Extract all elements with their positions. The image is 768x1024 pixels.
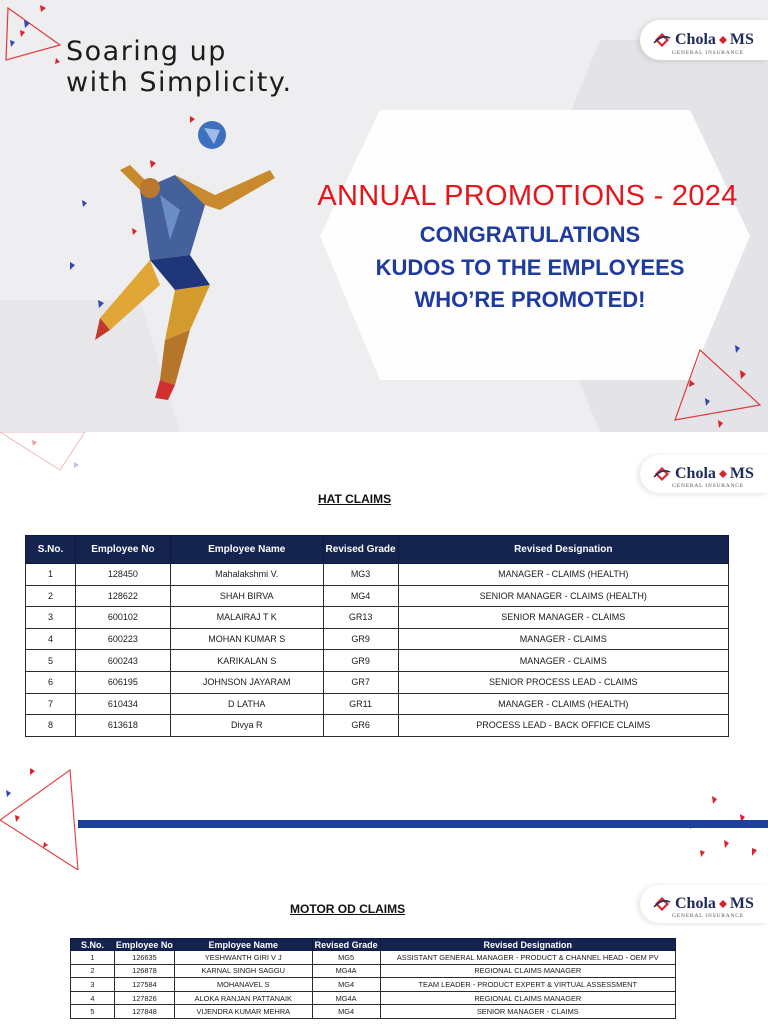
table-cell: GR13 xyxy=(323,607,398,629)
table-cell: MG4 xyxy=(312,978,380,992)
table-cell: 4 xyxy=(26,628,76,650)
motor-od-claims-title: MOTOR OD CLAIMS xyxy=(290,902,406,916)
table-cell: 610434 xyxy=(75,693,170,715)
column-header: Revised Designation xyxy=(398,536,728,564)
table-row xyxy=(71,964,676,978)
table-cell: 613618 xyxy=(75,715,170,737)
table-cell: D LATHA xyxy=(170,693,323,715)
table-cell: SENIOR MANAGER - CLAIMS xyxy=(380,1005,675,1019)
table-cell: MG4 xyxy=(323,585,398,607)
column-header: Revised Grade xyxy=(323,536,398,564)
table-cell: MANAGER - CLAIMS (HEALTH) xyxy=(398,693,728,715)
column-header: S.No. xyxy=(26,536,76,564)
table-cell: MANAGER - CLAIMS (HEALTH) xyxy=(398,564,728,586)
table-cell: GR6 xyxy=(323,715,398,737)
table-row xyxy=(26,585,729,607)
column-header: Employee No xyxy=(115,939,173,950)
table-row xyxy=(26,715,729,737)
table-header-row xyxy=(26,536,729,564)
table-cell: KARIKALAN S xyxy=(170,650,323,672)
table-cell: 3 xyxy=(26,607,76,629)
table-cell: GR9 xyxy=(323,628,398,650)
table-cell: MG3 xyxy=(323,564,398,586)
table-cell: GR11 xyxy=(323,693,398,715)
table-cell: MG4A xyxy=(312,964,380,978)
table-cell: REGIONAL CLAIMS MANAGER xyxy=(380,964,675,978)
table-row xyxy=(26,693,729,715)
table-cell: MALAIRAJ T K xyxy=(170,607,323,629)
table-row xyxy=(71,1005,676,1019)
table-cell: 4 xyxy=(71,991,115,1005)
column-header: S.No. xyxy=(71,939,115,951)
banner-tagline xyxy=(66,36,293,98)
logo-text-right: MS xyxy=(729,895,754,912)
column-header: Employee Name xyxy=(174,939,312,951)
chola-logo-icon xyxy=(652,894,672,914)
logo-text-left: Chola xyxy=(675,31,716,48)
table-cell: 127826 xyxy=(114,991,174,1005)
logo-text-right: MS xyxy=(729,31,754,48)
table-cell: Mahalakshmi V. xyxy=(170,564,323,586)
company-logo-2 xyxy=(640,455,768,493)
table-cell: MG4 xyxy=(312,1005,380,1019)
section-decoration-top xyxy=(0,432,120,492)
table-cell: 600102 xyxy=(75,607,170,629)
table-cell: SHAH BIRVA xyxy=(170,585,323,607)
chola-logo-icon xyxy=(652,30,672,50)
column-header: Employee No xyxy=(75,536,170,564)
table-cell: ASSISTANT GENERAL MANAGER - PRODUCT & CHANNEL HEAD - OEM PV xyxy=(380,951,675,965)
tagline-line-2: with Simplicity. xyxy=(66,67,293,98)
section-divider xyxy=(78,820,768,828)
table-cell: 7 xyxy=(26,693,76,715)
motor-od-claims-table xyxy=(70,938,676,1019)
logo-diamond-icon xyxy=(719,470,727,478)
table-cell: 5 xyxy=(71,1005,115,1019)
table-cell: VIJENDRA KUMAR MEHRA xyxy=(174,1005,312,1019)
company-logo xyxy=(640,20,768,60)
table-header-row xyxy=(71,939,676,951)
table-cell: 2 xyxy=(26,585,76,607)
table-cell: YESHWANTH GIRI V J xyxy=(174,951,312,965)
hat-claims-title: HAT CLAIMS xyxy=(318,492,392,506)
table-cell: 126878 xyxy=(114,964,174,978)
table-cell: GR7 xyxy=(323,671,398,693)
column-header: Revised Designation xyxy=(380,939,675,951)
logo-text-left: Chola xyxy=(675,895,716,912)
table-cell: MOHAN KUMAR S xyxy=(170,628,323,650)
table-row xyxy=(71,991,676,1005)
table-cell: MOHANAVEL S xyxy=(174,978,312,992)
table-cell: 128622 xyxy=(75,585,170,607)
table-cell: Divya R xyxy=(170,715,323,737)
logo-text-right: MS xyxy=(729,465,754,482)
logo-subtitle: GENERAL INSURANCE xyxy=(672,913,744,919)
column-header: Employee Name xyxy=(170,536,323,564)
table-cell: 5 xyxy=(26,650,76,672)
table-cell: 1 xyxy=(71,951,115,965)
banner-subline-3: WHO’RE PROMOTED! xyxy=(414,287,646,312)
table-cell: JOHNSON JAYARAM xyxy=(170,671,323,693)
section-divider-decoration xyxy=(0,760,768,870)
tagline-line-1: Soaring up xyxy=(66,36,227,67)
hat-claims-table xyxy=(25,535,729,737)
table-cell: 8 xyxy=(26,715,76,737)
table-cell: 128450 xyxy=(75,564,170,586)
table-cell: MANAGER - CLAIMS xyxy=(398,628,728,650)
table-cell: REGIONAL CLAIMS MANAGER xyxy=(380,991,675,1005)
table-cell: GR9 xyxy=(323,650,398,672)
table-cell: MANAGER - CLAIMS xyxy=(398,650,728,672)
table-cell: ALOKA RANJAN PATTANAIK xyxy=(174,991,312,1005)
table-cell: 600223 xyxy=(75,628,170,650)
logo-text-left: Chola xyxy=(675,465,716,482)
table-row xyxy=(26,628,729,650)
table-cell: 126635 xyxy=(114,951,174,965)
table-row xyxy=(26,564,729,586)
banner-headline: ANNUAL PROMOTIONS - 2024 xyxy=(317,180,738,212)
logo-diamond-icon xyxy=(719,36,727,44)
table-cell: 6 xyxy=(26,671,76,693)
table-cell: 3 xyxy=(71,978,115,992)
table-cell: 127584 xyxy=(114,978,174,992)
table-cell: MG4A xyxy=(312,991,380,1005)
banner-subline-2: KUDOS TO THE EMPLOYEES xyxy=(375,255,685,280)
table-row xyxy=(26,607,729,629)
company-logo-3 xyxy=(640,885,768,923)
table-cell: MG5 xyxy=(312,951,380,965)
table-row xyxy=(26,671,729,693)
table-cell: KARNAL SINGH SAGGU xyxy=(174,964,312,978)
table-cell: 1 xyxy=(26,564,76,586)
banner-subline-1: CONGRATULATIONS xyxy=(419,222,641,247)
table-row xyxy=(71,978,676,992)
table-cell: 600243 xyxy=(75,650,170,672)
logo-subtitle: GENERAL INSURANCE xyxy=(672,483,744,489)
table-cell: PROCESS LEAD - BACK OFFICE CLAIMS xyxy=(398,715,728,737)
chola-logo-icon xyxy=(652,464,672,484)
table-cell: SENIOR MANAGER - CLAIMS (HEALTH) xyxy=(398,585,728,607)
column-header: Revised Grade xyxy=(312,939,380,951)
table-cell: SENIOR PROCESS LEAD - CLAIMS xyxy=(398,671,728,693)
table-cell: 2 xyxy=(71,964,115,978)
table-row xyxy=(71,951,676,965)
promotions-banner xyxy=(0,0,768,432)
table-cell: TEAM LEADER - PRODUCT EXPERT & VIRTUAL ASSESSMENT xyxy=(380,978,675,992)
table-cell: 606195 xyxy=(75,671,170,693)
table-cell: 127848 xyxy=(114,1005,174,1019)
table-cell: SENIOR MANAGER - CLAIMS xyxy=(398,607,728,629)
logo-diamond-icon xyxy=(719,900,727,908)
logo-subtitle: GENERAL INSURANCE xyxy=(672,50,744,56)
table-row xyxy=(26,650,729,672)
